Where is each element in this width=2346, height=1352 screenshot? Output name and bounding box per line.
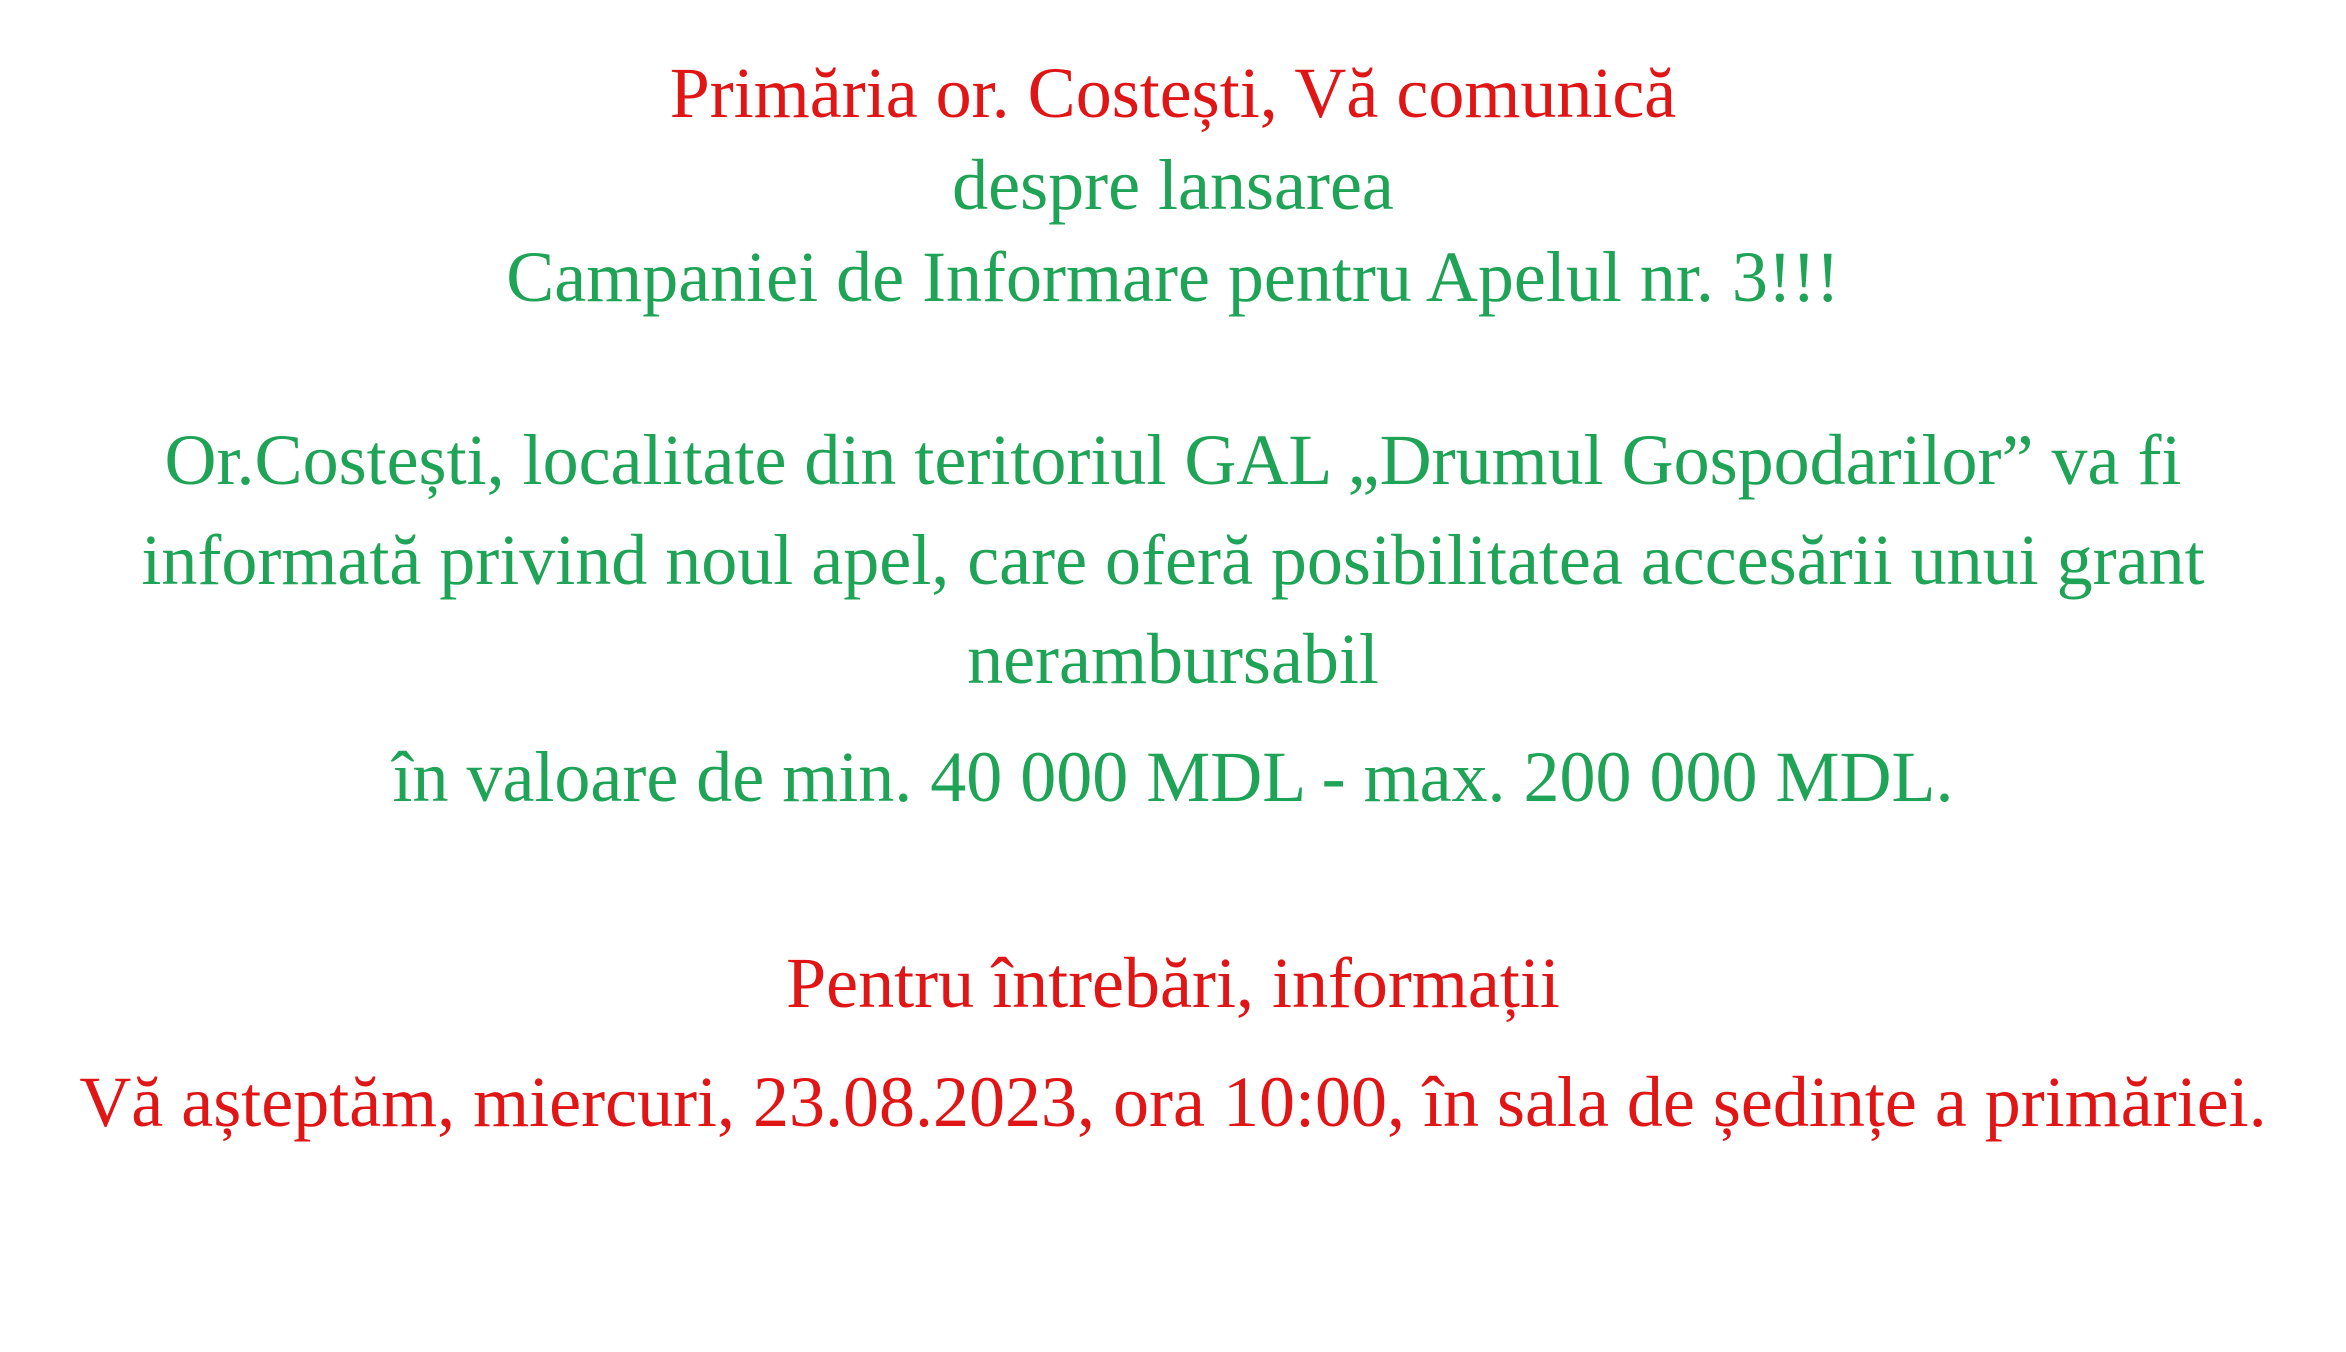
body-paragraph-grant-info: Or.Costești, localitate din teritoriul GAL „Drumul Gospodarilor” va fi informată privind noul apel, care oferă posibilitatea accesării unui grant nerambursabil [141,420,2205,700]
contact-heading: Pentru întrebări, informații [786,942,1560,1023]
title-line-about-launch: despre lansarea [952,145,1394,226]
grant-amount-line: în valoare de min. 40 000 MDL - max. 200 000 MDL. [392,736,1954,817]
meeting-details: Vă așteptăm, miercuri, 23.08.2023, ora 10:00, în sala de ședințe a primăriei. [79,1062,2267,1143]
title-line-announcer: Primăria or. Costești, Vă comunică [669,53,1677,133]
title-line-campaign: Campaniei de Informare pentru Apelul nr. 3!!! [506,237,1840,318]
